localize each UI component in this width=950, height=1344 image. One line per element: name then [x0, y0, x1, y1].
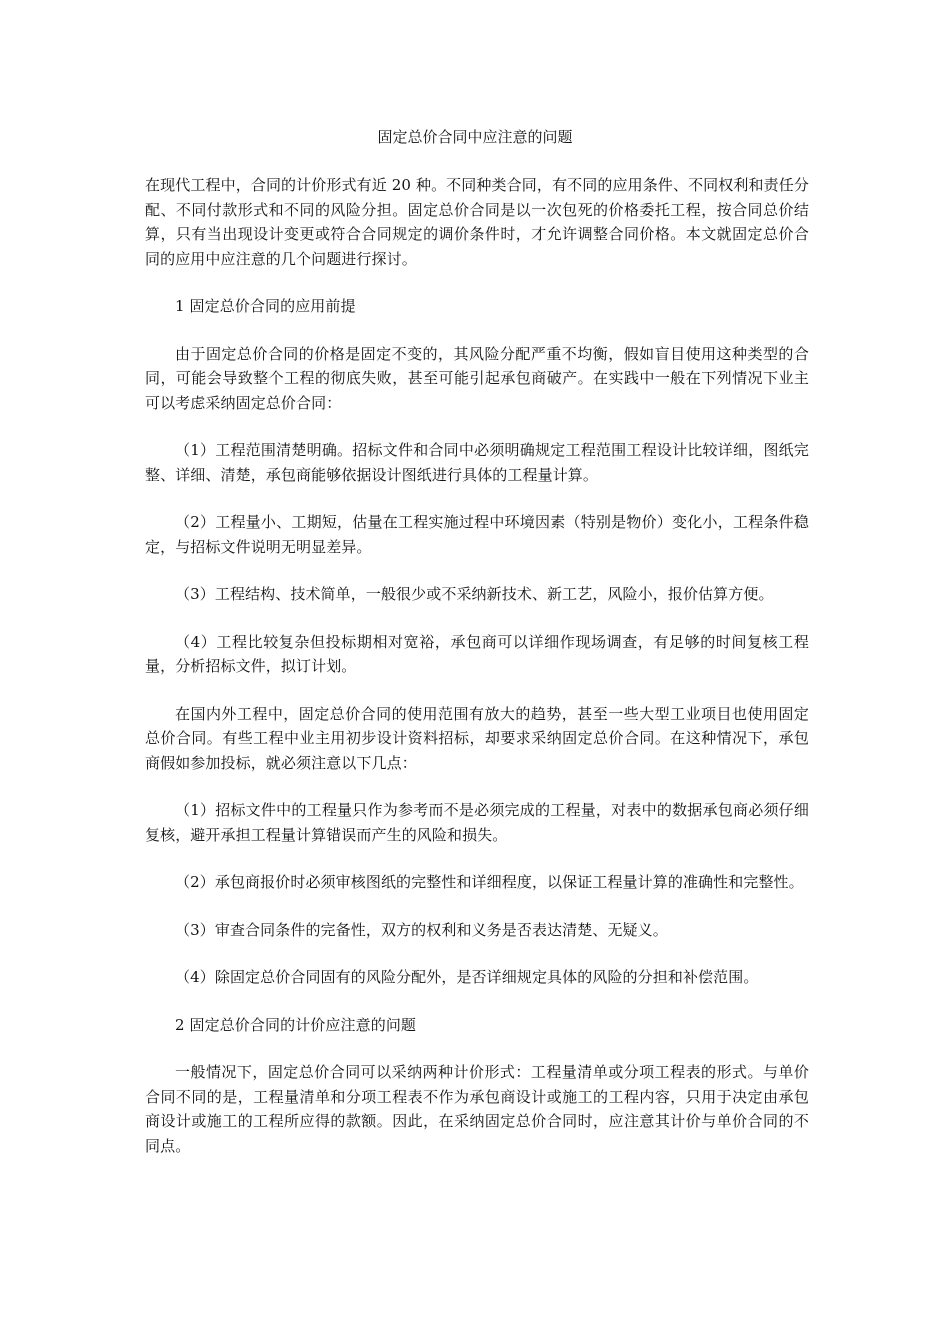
section-heading-2: 2 固定总价合同的计价应注意的问题	[175, 1015, 417, 1034]
paragraph: 一般情况下，固定总价合同可以采纳两种计价形式：工程量清单或分项工程表的形式。与单价合同不同的是，工程量清单和分项工程表不作为承包商设计或施工的工程内容，只用于决定由承包商设计或施工的工程所应得的款额。因此，在采纳固定总价合同时，应注意其计价与单价合同的不同点。	[145, 1063, 809, 1155]
document-body	[145, 173, 809, 1181]
section-heading-1: 1 固定总价合同的应用前提	[175, 297, 356, 315]
paragraph: 由于固定总价合同的价格是固定不变的，其风险分配严重不均衡，假如盲目使用这种类型的合同，可能会导致整个工程的彻底失败，甚至可能引起承包商破产。在实践中一般在下列情况下业主可以考虑采纳固定总价合同：	[145, 344, 809, 412]
list-item: （4）工程比较复杂但投标期相对宽裕，承包商可以详细作现场调查，有足够的时间复核工程量，分析招标文件，拟订计划。	[145, 632, 809, 675]
list-item: （2）承包商报价时必须审核图纸的完整性和详细程度，以保证工程量计算的准确性和完整性。	[175, 873, 804, 891]
list-item: （2）工程量小、工期短，估量在工程实施过程中环境因素（特别是物价）变化小，工程条件稳定，与招标文件说明无明显差异。	[145, 513, 809, 556]
list-item: （3）审查合同条件的完备性，双方的权利和义务是否表达清楚、无疑义。	[175, 920, 668, 939]
list-item: （1）招标文件中的工程量只作为参考而不是必须完成的工程量，对表中的数据承包商必须仔细复核，避开承担工程量计算错误而产生的风险和损失。	[145, 801, 809, 844]
list-item: （3）工程结构、技术简单，一般很少或不采纳新技术、新工艺，风险小，报价估算方便。	[175, 585, 774, 603]
list-item: （4）除固定总价合同固有的风险分配外，是否详细规定具体的风险的分担和补偿范围。	[175, 968, 759, 986]
intro-paragraph: 在现代工程中，合同的计价形式有近 20 种。不同种类合同，有不同的应用条件、不同权利和责任分配、不同付款形式和不同的风险分担。固定总价合同是以一次包死的价格委托工程，按合同总价结算，只有当出现设计变更或符合合同规定的调价条件时，才允许调整合同价格。本文就固定总价合同的应用中应注意的几个问题进行探讨。	[145, 176, 809, 268]
list-item: （1）工程范围清楚明确。招标文件和合同中必须明确规定工程范围工程设计比较详细，图纸完整、详细、清楚，承包商能够依据设计图纸进行具体的工程量计算。	[145, 441, 809, 484]
document-title: 固定总价合同中应注意的问题	[377, 128, 573, 146]
paragraph: 在国内外工程中，固定总价合同的使用范围有放大的趋势，甚至一些大型工业项目也使用固定总价合同。有些工程中业主用初步设计资料招标，却要求采纳固定总价合同。在这种情况下，承包商假如参加投标，就必须注意以下几点：	[145, 704, 809, 772]
